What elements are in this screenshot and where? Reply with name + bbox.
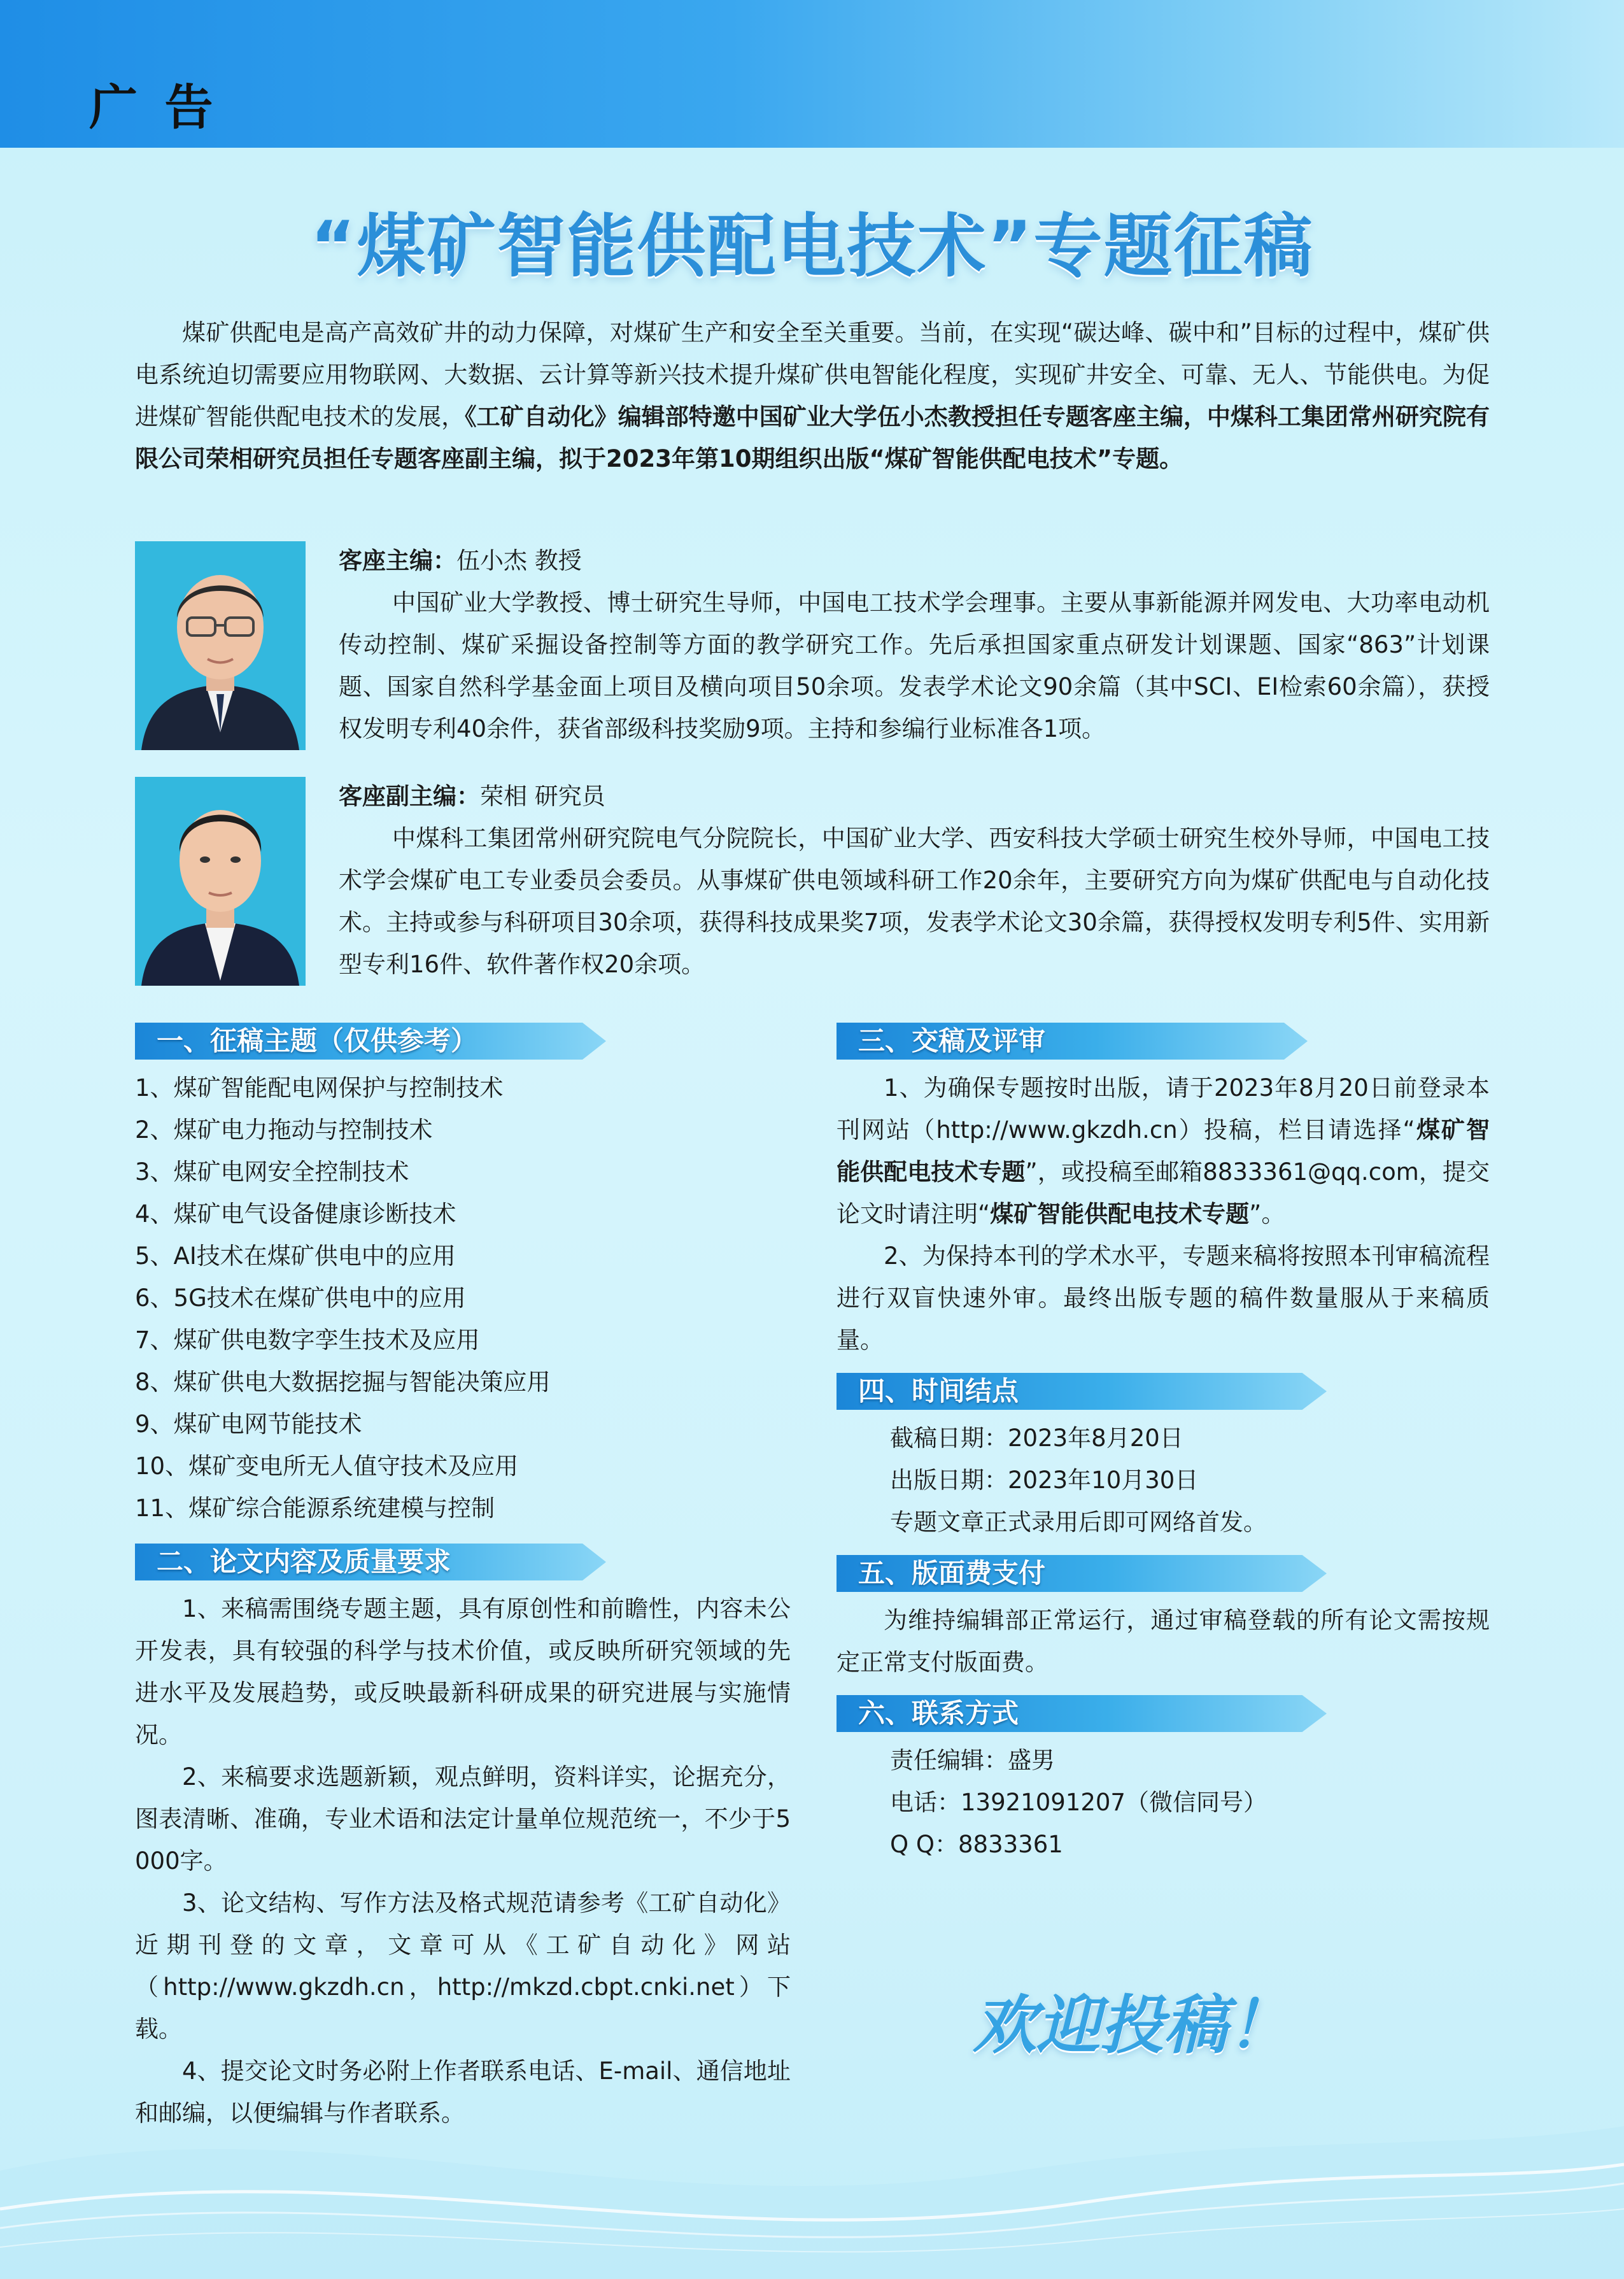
submission-paragraph [837, 1067, 1490, 1235]
submission-text: 1、为确保专题按时出版，请于2023年8月20日前登录本刊网站（http://www.gkzdh.cn）投稿，栏目请选择“ [837, 1074, 1490, 1144]
list-item: 9、煤矿电网节能技术 [135, 1410, 362, 1438]
deputy-editor-info [339, 776, 1490, 986]
schedule-line: 出版日期：2023年10月30日 [890, 1466, 1199, 1494]
column-name-bold: 煤矿智能供配电技术专题 [990, 1200, 1250, 1228]
submission-text: ”。 [1249, 1200, 1285, 1228]
decorative-wave [0, 1961, 1624, 2279]
list-item: 10、煤矿变电所无人值守技术及应用 [135, 1452, 519, 1480]
intro-bold-text: 《工矿自动化》编辑部特邀中国矿业大学伍小杰教授担任专题客座主编，中煤科工集团常州研究院有限公司荣相研究员担任专题客座副主编，拟于2023年第10期组织出版“煤矿智能供配电技术”专题。 [135, 403, 1490, 472]
section-topics-heading [135, 1020, 606, 1062]
header-banner [0, 0, 1624, 148]
guest-editor-photo [135, 541, 306, 750]
list-item: 6、5G技术在煤矿供电中的应用 [135, 1284, 466, 1312]
list-item: 11、煤矿综合能源系统建模与控制 [135, 1494, 495, 1522]
deputy-editor-name: 荣相 研究员 [480, 783, 605, 810]
requirement-paragraph: 3、论文结构、写作方法及格式规范请参考《工矿自动化》近期刊登的文章，文章可从《工矿自动化》网站（http://www.gkzdh.cn，http://mkzd.cbpt.cnki.net）下载。 [135, 1889, 791, 2043]
guest-editor-info [339, 540, 1490, 750]
deputy-editor-bio: 中煤科工集团常州研究院电气分院院长，中国矿业大学、西安科技大学硕士研究生校外导师，中国电工技术学会煤矿电工专业委员会委员。从事煤矿供电领域科研工作20余年，主要研究方向为煤矿供配电与自动化技术。主持或参与科研项目30余项，获得科技成果奖7项，发表学术论文30余篇，获得授权发明专利5件、实用新型专利16件、软件著作权20余项。 [339, 825, 1490, 978]
contact-editor: 责任编辑：盛男 [890, 1747, 1055, 1774]
person-portrait-icon [135, 541, 306, 750]
requirement-paragraph: 1、来稿需围绕专题主题，具有原创性和前瞻性，内容未公开发表，具有较强的科学与技术价值，或反映所研究领域的先进水平及发展趋势，或反映最新科研成果的研究进展与实施情况。 [135, 1595, 791, 1749]
column-name-bold: 煤矿智能供配电技术专题 [837, 1116, 1490, 1186]
guest-editor-role: 客座主编： [339, 547, 456, 574]
submission-text: ”，或投稿至邮箱8833361@qq.com，提交论文时请注明“ [837, 1158, 1490, 1228]
guest-editor-bio: 中国矿业大学教授、博士研究生导师，中国电工技术学会理事。主要从事新能源并网发电、大功率电动机传动控制、煤矿采掘设备控制等方面的教学研究工作。先后承担国家重点研发计划课题、国家“863”计划课题、国家自然科学基金面上项目及横向项目50余项。发表学术论文90余篇（其中SCI、EI检索60余篇），获授权发明专利40余件，获省部级科技奖励9项。主持和参编行业标准各1项。 [339, 589, 1490, 742]
review-paragraph: 2、为保持本刊的学术水平，专题来稿将按照本刊审稿流程进行双盲快速外审。最终出版专题的稿件数量服从于来稿质量。 [837, 1242, 1490, 1354]
list-item: 7、煤矿供电数字孪生技术及应用 [135, 1326, 480, 1354]
section-heading-text: 四、时间结点 [858, 1375, 1019, 1407]
guest-editor-name: 伍小杰 教授 [456, 547, 582, 574]
section-requirements-heading [135, 1541, 606, 1583]
contact-qq: Q Q：8833361 [890, 1831, 1063, 1858]
section-heading-text: 五、版面费支付 [858, 1558, 1046, 1589]
intro-text: 煤矿供配电是高产高效矿井的动力保障，对煤矿生产和安全至关重要。当前，在实现“碳达峰、碳中和”目标的过程中，煤矿供电系统迫切需要应用物联网、大数据、云计算等新兴技术提升煤矿供电智能化程度，实现矿井安全、可靠、无人、节能供电。为促进煤矿智能供配电技术的发展， [135, 319, 1490, 430]
list-item: 3、煤矿电网安全控制技术 [135, 1158, 409, 1186]
list-item: 4、煤矿电气设备健康诊断技术 [135, 1200, 456, 1228]
schedule-line: 专题文章正式录用后即可网络首发。 [890, 1509, 1267, 1536]
schedule-line: 截稿日期：2023年8月20日 [890, 1424, 1183, 1452]
requirement-paragraph: 4、提交论文时务必附上作者联系电话、E-mail、通信地址和邮编，以便编辑与作者联系。 [135, 2057, 791, 2127]
right-column [837, 1020, 1490, 1866]
section-schedule-heading [837, 1370, 1308, 1412]
section-submission-heading [837, 1020, 1308, 1062]
section-heading-text: 一、征稿主题（仅供参考） [157, 1025, 478, 1056]
person-portrait-icon [135, 777, 306, 986]
list-item: 8、煤矿供电大数据挖掘与智能决策应用 [135, 1368, 551, 1396]
advertisement-tag: 广 告 [89, 79, 218, 136]
list-item: 5、AI技术在煤矿供电中的应用 [135, 1242, 456, 1270]
list-item: 2、煤矿电力拖动与控制技术 [135, 1116, 433, 1144]
section-heading-text: 三、交稿及评审 [858, 1025, 1046, 1056]
topics-list [135, 1067, 791, 1530]
section-heading-text: 二、论文内容及质量要求 [157, 1546, 451, 1577]
deputy-editor-photo [135, 777, 306, 986]
page-title: “煤矿智能供配电技术”专题征稿 [310, 207, 1314, 287]
requirement-paragraph: 2、来稿要求选题新颖，观点鲜明，资料详实，论据充分，图表清晰、准确，专业术语和法定计量单位规范统一，不少于5 000字。 [135, 1763, 791, 1875]
deputy-editor-role: 客座副主编： [339, 783, 480, 810]
intro-paragraph [135, 312, 1490, 480]
contact-phone: 电话：13921091207（微信同号） [890, 1789, 1267, 1816]
list-item: 1、煤矿智能配电网保护与控制技术 [135, 1074, 504, 1102]
fee-paragraph: 为维持编辑部正常运行，通过审稿登载的所有论文需按规定正常支付版面费。 [837, 1607, 1490, 1676]
section-contact-heading [837, 1693, 1308, 1735]
section-heading-text: 六、联系方式 [858, 1698, 1019, 1729]
welcome-slogan: 欢迎投稿！ [973, 1988, 1291, 2062]
section-fee-heading [837, 1552, 1308, 1594]
